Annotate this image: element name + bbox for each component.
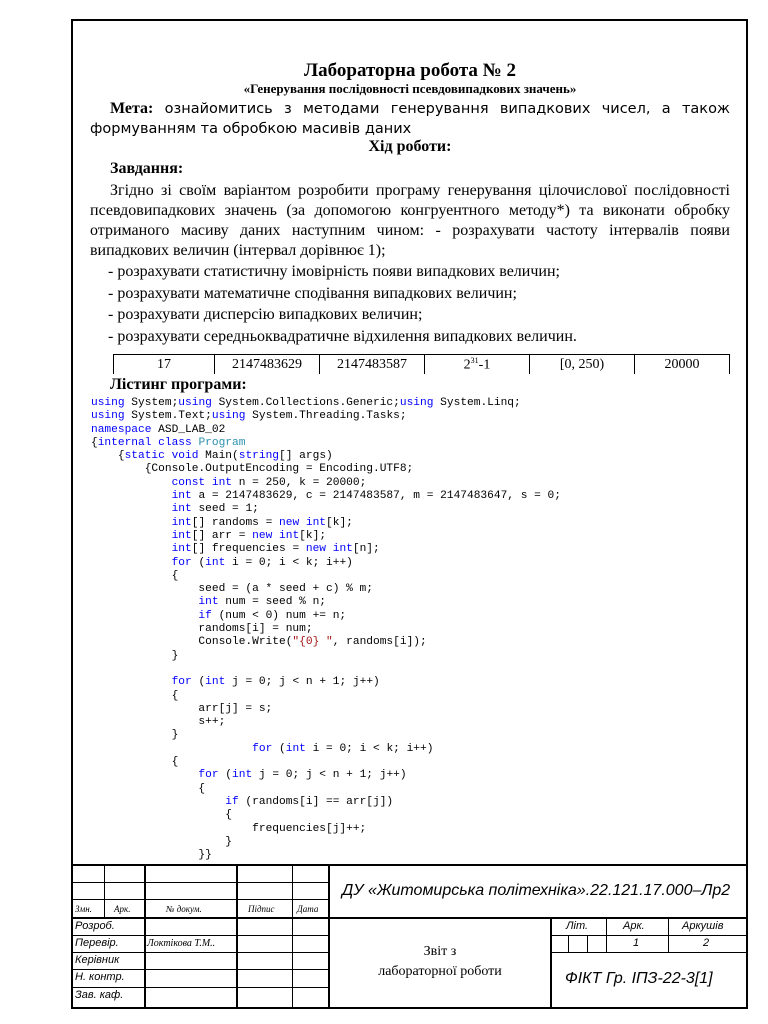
row-label: Керівник bbox=[75, 954, 120, 966]
document-title: Лабораторна робота № 2 bbox=[303, 60, 517, 81]
checker-name: Локтікова Т.М.. bbox=[147, 938, 216, 949]
table-cell: 20000 bbox=[635, 355, 730, 375]
code-listing: using System;using System.Collections.Generic;using System.Linq; using System.Text;using System.Threading.Tasks; namespace ASD_LAB_02 {internal class Program {static void Main(string[] args) {Console.OutputEncoding = Encoding.UTF8; const int n = 250, k = 20000; int a = 2147483629, c = 2147483587, m = 2147483647, s = 0; int seed = 1; int[] randoms = new int[k]; int[] arr = new int[k]; int[] frequencies = new int[n]; for (int i = 0; i < k; i++) { seed = (a * seed + c) % m; int num = seed % n; if (num < 0) num += n; randoms[i] = num; Console.Write("{0} ", randoms[i]); } for (int j = 0; j < n + 1; j++) { arr[j] = s; s++; } for (int i = 0; i < k; i++) { for (int j = 0; j < n + 1; j++) { if (randoms[i] == arr[j]) { frequencies[j]++; } }} bbox=[91, 397, 561, 862]
bullet-item: - розрахувати статистичну імовірність появи випадкових величин; bbox=[108, 263, 560, 280]
bullet-item: - розрахувати математичне сподівання випадкових величин; bbox=[108, 284, 517, 302]
table-cell: 2147483587 bbox=[320, 355, 425, 375]
task-text: Згідно зі своїм варіантом розробити програму генерування цілочислової послідовності псевдовипадкових значень (за допомогою конгруентного методу*) та виконати обробку отриманого масиву даних наступним чином: - розрахувати частоту інтервалів появи випадкових величин (інтервал дорівнює 1); bbox=[90, 182, 730, 259]
table-cell: $2^{31}-1$ bbox=[425, 355, 530, 375]
exponent: 31 bbox=[470, 355, 479, 365]
table-row bbox=[114, 355, 730, 375]
document-subtitle: «Генерування послідовності псевдовипадкових значень» bbox=[243, 81, 577, 96]
ark-label: Арк. bbox=[623, 920, 645, 932]
document-code: ДУ «Житомирська політехніка».22.121.17.000–Лр2 bbox=[342, 882, 731, 899]
variant-table bbox=[113, 354, 730, 374]
row-label: Н. контр. bbox=[75, 971, 125, 983]
col-label: Дата bbox=[297, 904, 319, 914]
goal-label: Мета: bbox=[110, 100, 154, 117]
task-heading: Завдання: bbox=[110, 160, 184, 177]
group-label: ФІКТ Гр. ІПЗ-22-3[1] bbox=[565, 970, 713, 987]
col-label: № докум. bbox=[166, 904, 202, 914]
col-label: Підпис bbox=[248, 904, 275, 914]
table-cell: 2147483629 bbox=[215, 355, 320, 375]
report-title-line1: Звіт з bbox=[423, 944, 457, 959]
col-label: Арк. bbox=[114, 904, 131, 914]
row-label: Перевір. bbox=[75, 937, 119, 949]
table-cell: 17 bbox=[114, 355, 215, 375]
bullet-item: - розрахувати дисперсію випадкових величин; bbox=[108, 306, 423, 323]
report-title-line2: лабораторної роботи bbox=[378, 964, 502, 979]
progress-heading: Хід роботи: bbox=[368, 138, 452, 155]
task-bullets bbox=[108, 262, 738, 348]
arkushiv-value: 2 bbox=[703, 937, 710, 949]
listing-heading: Лістинг програми: bbox=[110, 376, 247, 393]
lit-label: Літ. bbox=[566, 920, 589, 932]
goal-paragraph bbox=[90, 99, 730, 139]
col-label: Змн. bbox=[75, 904, 92, 914]
ark-value: 1 bbox=[633, 937, 640, 949]
row-label: Зав. каф. bbox=[75, 989, 124, 1001]
goal-text: ознайомитись з методами генерування випадкових чисел, а також формуванням та обробкою масивів даних bbox=[90, 101, 730, 137]
arkushiv-label: Аркушів bbox=[682, 920, 724, 932]
row-label: Розроб. bbox=[75, 920, 115, 932]
table-cell: [0, 250) bbox=[530, 355, 635, 375]
bullet-item: - розрахувати середньоквадратичне відхилення випадкових величин. bbox=[108, 327, 577, 345]
